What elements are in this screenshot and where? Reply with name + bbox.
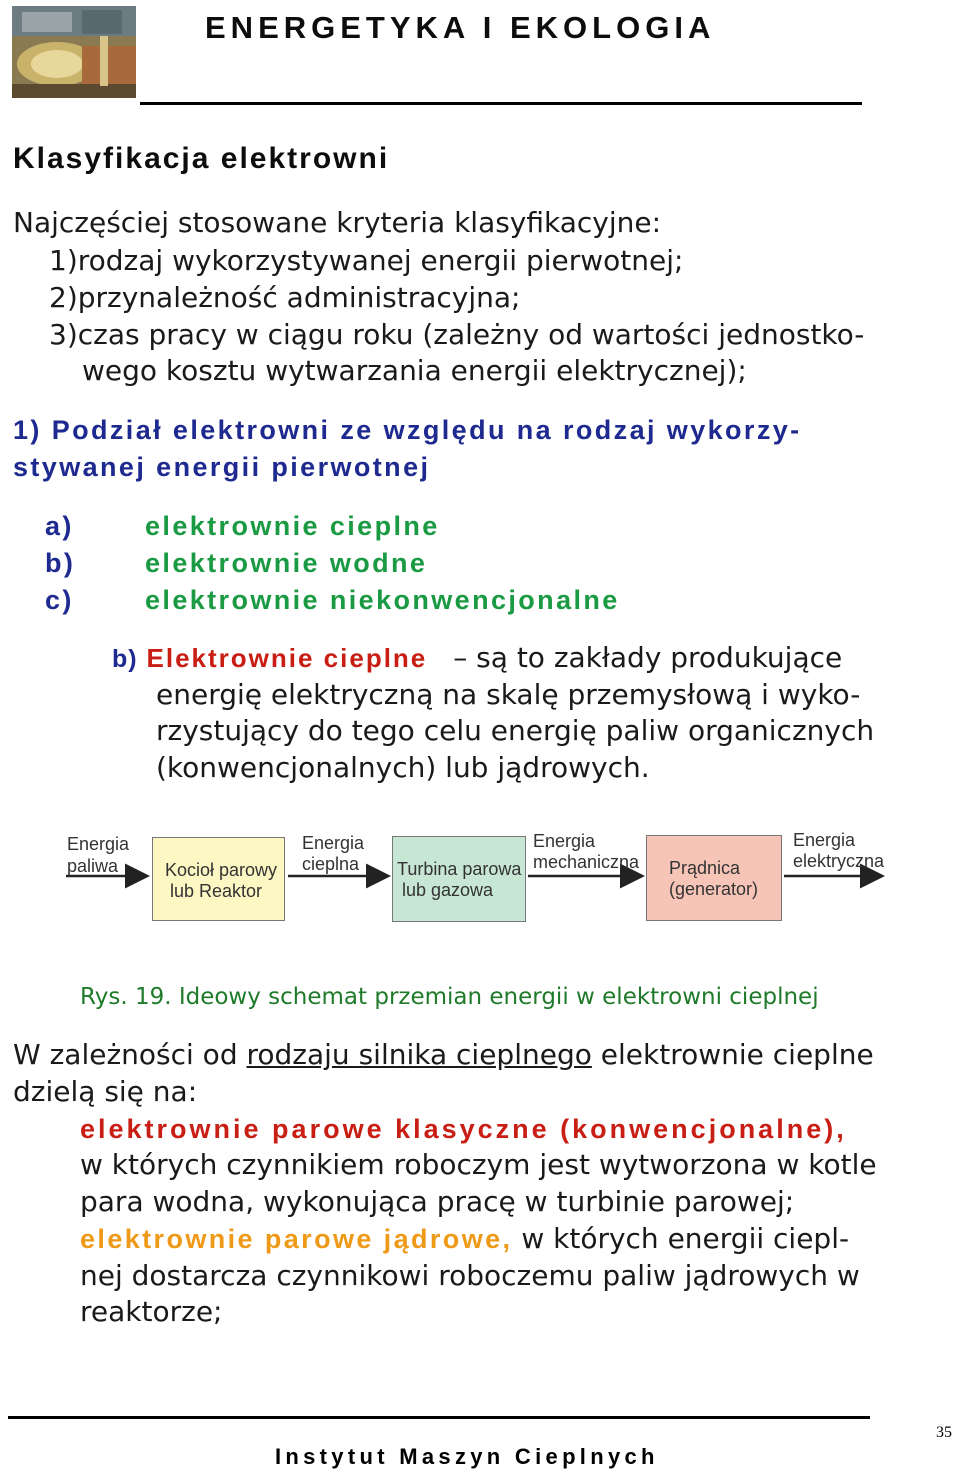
footer-divider [8,1416,870,1419]
division-heading: 1) Podział elektrowni ze względu na rodzaj wykorzy- [13,415,802,445]
label-electric-energy: Energia [793,830,856,850]
list-item-unconventional: elektrownie niekonwencjonalne [145,585,620,615]
list-marker: c) [45,585,74,615]
definition-term: Elektrownie cieplne [146,643,428,673]
label-thermal-energy: Energia [302,833,365,853]
classic-plant-desc: para wodna, wykonująca pracę w turbinie parowej; [80,1185,795,1218]
footer-institute: Instytut Maszyn Cieplnych [275,1444,659,1469]
box-generator [646,835,782,921]
list-marker: b) [45,548,76,578]
division-heading-continuation: stywanej energii pierwotnej [13,452,431,482]
nuclear-plant-desc: nej dostarcza czynnikowi roboczemu paliw jądrowych w [80,1259,860,1292]
definition-text: rzystujący do tego celu energię paliw organicznych [156,714,875,747]
figure-caption: Rys. 19. Ideowy schemat przemian energii w elektrowni cieplnej [80,984,819,1010]
definition-text: (konwencjonalnych) lub jądrowych. [156,751,650,784]
definition-line [112,640,842,677]
nuclear-plant-line [80,1221,849,1257]
list-marker: a) [45,511,74,541]
energy-conversion-diagram [0,820,960,940]
label-mechanical-energy: Energia [533,831,596,851]
criteria-item-continuation: wego kosztu wytwarzania energii elektrycznej); [82,354,747,387]
criteria-item: 3)czas pracy w ciągu roku (zależny od wartości jednostko- [49,318,865,351]
criteria-intro: Najczęściej stosowane kryteria klasyfikacyjne: [13,206,662,239]
engine-intro [13,1037,874,1073]
definition-marker: b) [112,645,138,673]
box-generator-label: (generator) [669,879,759,899]
criteria-item: 2)przynależność administracyjna; [49,281,521,314]
header-title: ENERGETYKA I EKOLOGIA [205,10,716,45]
label-fuel-energy: Energia [67,834,130,854]
header-logo-photo [12,6,136,98]
label-mechanical-energy: mechaniczna [533,852,640,872]
criteria-item: 1)rodzaj wykorzystywanej energii pierwotnej; [49,244,684,277]
box-turbine [392,836,526,922]
box-boiler-label: lub Reaktor [170,881,263,901]
definition-text: energię elektryczną na skalę przemysłową i wyko- [156,678,861,711]
label-electric-energy: elektryczna [793,851,885,871]
section-title: Klasyfikacja elektrowni [13,142,390,175]
engine-intro-text: elektrownie cieplne [591,1038,874,1071]
box-turbine-label: lub gazowa [402,880,494,900]
label-fuel-energy: paliwa [67,856,119,876]
list-item-hydro: elektrownie wodne [145,548,428,578]
box-boiler-label: Kocioł parowy [165,860,278,880]
box-boiler-reactor [152,837,285,921]
classic-plant-desc: w których czynnikiem roboczym jest wytworzona w kotle [80,1148,877,1181]
box-turbine-label: Turbina parowa [397,859,522,879]
nuclear-plant-desc: reaktorze; [80,1295,223,1328]
definition-text: – są to zakłady produkujące [453,641,843,674]
classic-plant-term: elektrownie parowe klasyczne (konwencjonalne), [80,1114,847,1144]
nuclear-plant-desc: w których energii ciepl- [512,1222,850,1255]
engine-intro-continuation: dzielą się na: [13,1075,198,1108]
nuclear-plant-term: elektrownie parowe jądrowe, [80,1224,513,1254]
engine-intro-text: W zależności od [13,1038,247,1071]
engine-intro-underlined: rodzaju silnika cieplnego [246,1038,592,1071]
list-item-thermal: elektrownie cieplne [145,511,440,541]
page-number: 35 [936,1424,952,1441]
box-generator-label: Prądnica [669,858,741,878]
power-plant-photo-icon [12,6,136,98]
header-divider [140,102,862,105]
label-thermal-energy: cieplna [302,854,360,874]
